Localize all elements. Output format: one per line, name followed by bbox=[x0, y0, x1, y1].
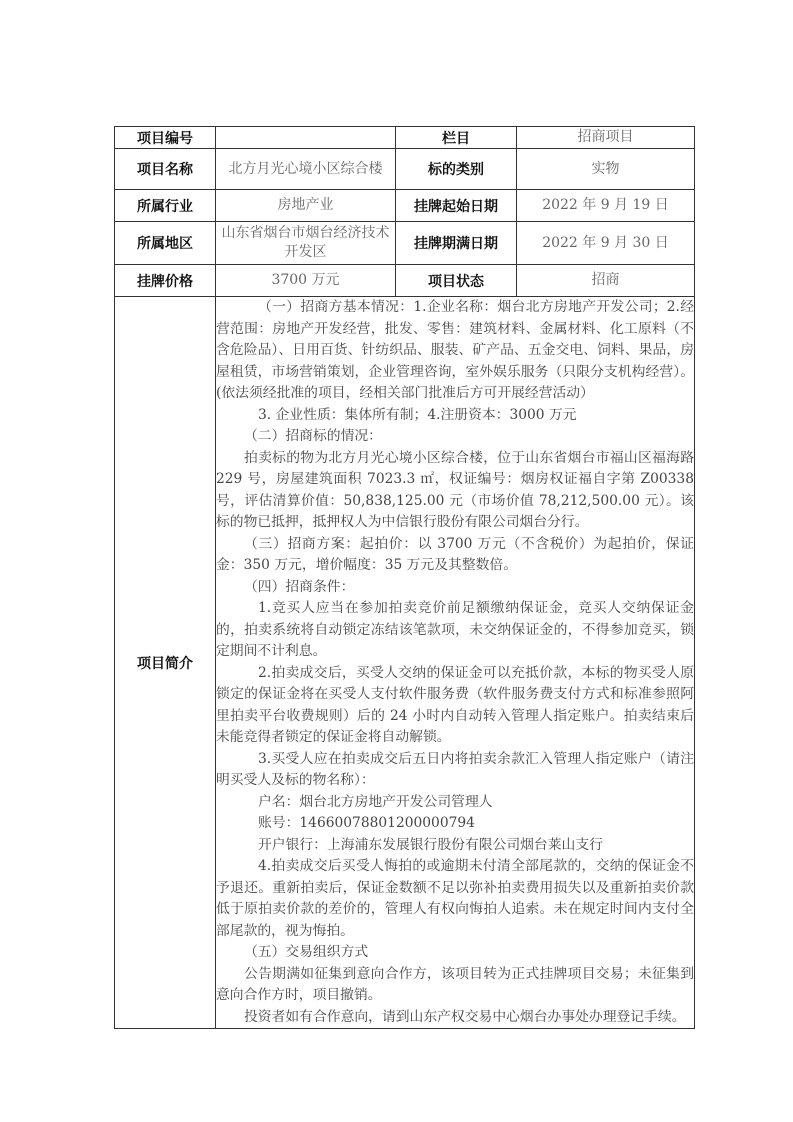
intro-paragraph: 1.竞买人应当在参加拍卖竞价前足额缴纳保证金，竞买人交纳保证金的，拍卖系统将自动锁定冻结该笔款项，未交纳保证金的，不得参加竞买，锁定期间不计利息。 bbox=[216, 600, 694, 659]
table-row bbox=[115, 190, 695, 222]
table-row bbox=[115, 222, 695, 265]
account-number: 账号：14660078801200000794 bbox=[258, 815, 475, 831]
table-row bbox=[115, 265, 695, 297]
table-row bbox=[115, 297, 695, 1029]
intro-paragraph: （五）交易组织方式 bbox=[244, 944, 369, 960]
intro-paragraph: 3.买受人应在拍卖成交后五日内将拍卖余款汇入管理人指定账户（请注明买受人及标的物名称）： bbox=[216, 750, 694, 788]
listing-end-date-value: 2022 年 9 月 30 日 bbox=[517, 222, 695, 265]
listing-price-value: 3700 万元 bbox=[216, 265, 396, 297]
industry-value: 房地产业 bbox=[216, 190, 396, 222]
listing-end-date-label: 挂牌期满日期 bbox=[396, 222, 517, 265]
intro-paragraph: （二）招商标的情况： bbox=[244, 428, 382, 444]
project-number-value bbox=[216, 127, 396, 149]
column-value: 招商项目 bbox=[517, 127, 695, 149]
table-row bbox=[115, 127, 695, 149]
intro-paragraph: （三）招商方案：起拍价：以 3700 万元（不含税价）为起拍价，保证金：350 万元，增价幅度：35 万元及其整数倍。 bbox=[216, 535, 694, 573]
region-value: 山东省烟台市烟台经济技术开发区 bbox=[216, 222, 396, 265]
listing-start-date-label: 挂牌起始日期 bbox=[396, 190, 517, 222]
project-status-label: 项目状态 bbox=[396, 265, 517, 297]
account-name: 户名：烟台北方房地产开发公司管理人 bbox=[258, 793, 493, 810]
project-status-value: 招商 bbox=[517, 265, 695, 297]
project-info-table bbox=[114, 126, 695, 1029]
project-number-label: 项目编号 bbox=[115, 127, 216, 149]
intro-paragraph: 拍卖标的物为北方月光心境小区综合楼，位于山东省烟台市福山区福海路 229 号，房屋建筑面积 7023.3 ㎡，权证编号：烟房权证福自字第 Z00338 号，评估清算价值：50,838,125.00 元（市场价值 78,212,500.00 元）。该标的物已抵押，抵押权人为中信银行股份有限公司烟台分行。 bbox=[216, 449, 694, 530]
project-name-value: 北方月光心境小区综合楼 bbox=[216, 149, 396, 190]
intro-paragraph: 2.拍卖成交后，买受人交纳的保证金可以充抵价款，本标的物买受人原锁定的保证金将在买受人支付软件服务费（软件服务费支付方式和标准参照阿里拍卖平台收费规则）后的 24 小时内自动转入管理人指定账户。拍卖结束后未能竞得者锁定的保证金将自动解锁。 bbox=[216, 664, 694, 745]
intro-paragraph: 3. 企业性质：集体所有制；4.注册资本：3000 万元 bbox=[258, 406, 577, 423]
target-category-label: 标的类别 bbox=[396, 149, 517, 190]
intro-paragraph: 公告期满如征集到意向合作方，该项目转为正式挂牌项目交易；未征集到意向合作方时，项目撤销。 bbox=[216, 965, 694, 1003]
intro-paragraph: 投资者如有合作意向，请到山东产权交易中心烟台办事处办理登记手续。 bbox=[244, 1008, 686, 1025]
column-label: 栏目 bbox=[396, 127, 517, 149]
account-bank: 开户银行：上海浦东发展银行股份有限公司烟台莱山支行 bbox=[258, 836, 603, 853]
listing-price-label: 挂牌价格 bbox=[115, 265, 216, 297]
region-label: 所属地区 bbox=[115, 222, 216, 265]
intro-paragraph: （一）招商方基本情况：1.企业名称：烟台北方房地产开发公司；2.经营范围：房地产开发经营，批发、零售：建筑材料、金属材料、化工原料（不含危险品）、日用百货、针纺织品、服装、矿产品、五金交电、饲料、果品，房屋租赁，市场营销策划，企业管理咨询，室外娱乐服务（只限分支机构经营）。(依法须经批准的项目，经相关部门批准后方可开展经营活动） bbox=[216, 299, 694, 401]
industry-label: 所属行业 bbox=[115, 190, 216, 222]
project-intro-label: 项目简介 bbox=[115, 297, 216, 1029]
project-intro-content bbox=[216, 297, 695, 1029]
table-row bbox=[115, 149, 695, 190]
intro-paragraph: （四）招商条件： bbox=[244, 578, 355, 595]
intro-paragraph: 4.拍卖成交后买受人悔拍的或逾期未付清全部尾款的，交纳的保证金不予退还。重新拍卖后，保证金数额不足以弥补拍卖费用损失以及重新拍卖价款低于原拍卖价款的差价的，管理人有权向悔拍人追索。未在规定时间内支付全部尾款的，视为悔拍。 bbox=[216, 858, 694, 939]
target-category-value: 实物 bbox=[517, 149, 695, 190]
listing-start-date-value: 2022 年 9 月 19 日 bbox=[517, 190, 695, 222]
project-name-label: 项目名称 bbox=[115, 149, 216, 190]
